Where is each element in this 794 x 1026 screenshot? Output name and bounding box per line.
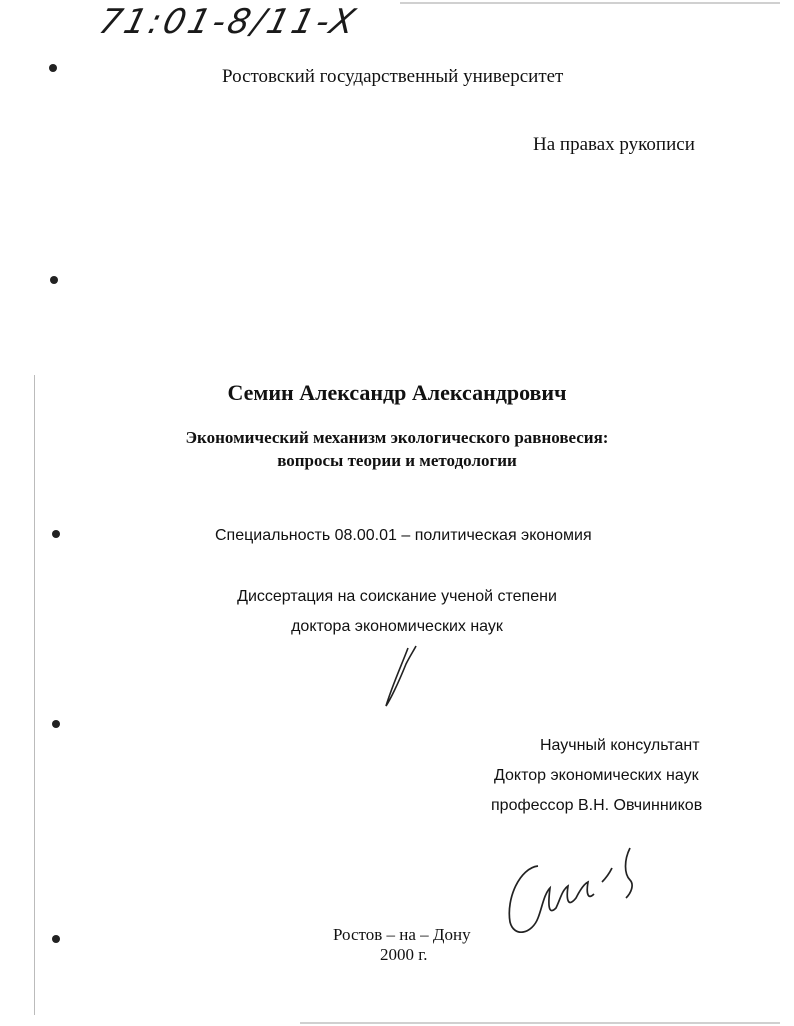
scan-mark-2 <box>50 276 58 284</box>
pen-mark <box>378 642 428 714</box>
author-name: Семин Александр Александрович <box>227 380 567 405</box>
scan-edge-bottom <box>300 1022 780 1024</box>
dissertation-title-line1: Экономический механизм экологического равновесия: <box>185 428 609 447</box>
archive-code-handwritten: 71:01-8/11-X <box>95 2 362 42</box>
scan-edge-top <box>400 2 780 4</box>
dissertation-title-line2: вопросы теории и методологии <box>277 451 517 470</box>
scan-mark-4 <box>52 720 60 728</box>
advisor-title: Научный консультант <box>540 737 700 754</box>
dissertation-type-line2: доктора экономических наук <box>291 618 503 635</box>
scan-mark-5 <box>52 935 60 943</box>
year: 2000 г. <box>380 945 428 964</box>
university-name: Ростовский государственный университет <box>222 66 564 87</box>
scan-mark-3 <box>52 530 60 538</box>
specialty: Специальность 08.00.01 – политическая экономия <box>215 527 592 544</box>
dissertation-type-line1: Диссертация на соискание ученой степени <box>237 588 557 605</box>
advisor-degree: Доктор экономических наук <box>494 767 699 784</box>
city: Ростов – на – Дону <box>333 925 471 944</box>
manuscript-note: На правах рукописи <box>533 134 695 155</box>
advisor-name: профессор В.Н. Овчинников <box>491 797 703 814</box>
scan-edge-left <box>34 375 35 1015</box>
scan-mark-1 <box>49 64 57 72</box>
signature <box>498 838 648 948</box>
